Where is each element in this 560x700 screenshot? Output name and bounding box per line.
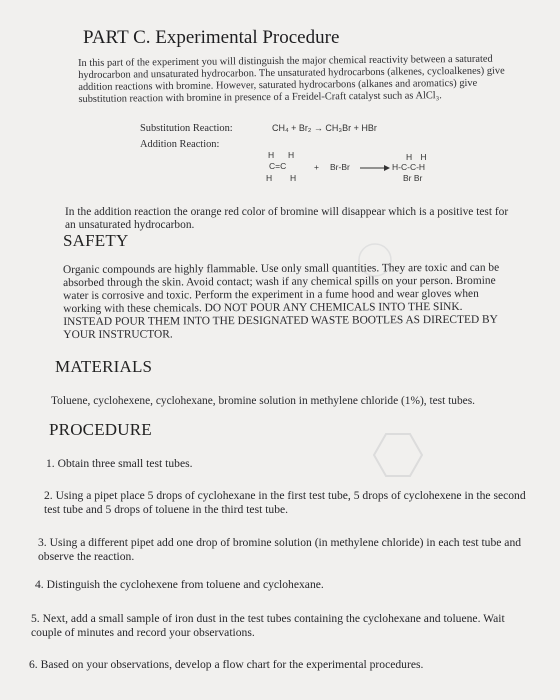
substitution-label: Substitution Reaction: [140, 123, 233, 134]
addition-label: Addition Reaction: [140, 139, 220, 150]
materials-text: Toluene, cyclohexene, cyclohexane, bromine solution in methylene chloride (1%), test tubes. [51, 395, 476, 407]
substitution-equation: CH₄ + Br₂ → CH₃Br + HBr [272, 123, 377, 133]
page-title: PART C. Experimental Procedure [83, 27, 340, 48]
alkene-h-top-left: H [268, 150, 275, 160]
procedure-step-6: 6. Based on your observations, develop a flow chart for the experimental procedures. [29, 658, 424, 671]
addition-note: In the addition reaction the orange red color of bromine will disappear which is a positive test for an unsaturated hydrocarbon. [65, 206, 509, 231]
intro-paragraph: In this part of the experiment you will distinguish the major chemical reactivity between a saturated hydrocarbon and unsaturated hydrocarbon. The unsaturated hydrocarbons (alkenes, cycloalkenes) give addition reactions with bromine. However, saturated hydrocarbons (alkanes and aromatics) give substitution reaction with bromine in presence of a Freidel-Craft catalyst such as AlCl₃. [78, 53, 505, 105]
procedure-step-2: 2. Using a pipet place 5 drops of cyclohexane in the first test tube, 5 drops of cyclohexene in the second test tube and 5 drops of toluene in the third test tube. [44, 489, 526, 516]
safety-text: Organic compounds are highly flammable. Use only small quantities. They are toxic and can be absorbed through the skin. Avoid contact; wash if any chemical spills on your person. Bromine water is corrosive and toxic. Perform the experiment in a fume hood and wear gloves when working with these chemicals. DO NOT POUR ANY CHEMICALS INTO THE SINK. INSTEAD POUR THEM INTO THE DESIGNATED WASTE BOOTLES AS DIRECTED BY YOUR INSTRUCTOR. [63, 261, 500, 341]
safety-heading: SAFETY [63, 231, 129, 250]
alkene-double-bond: C=C [269, 161, 287, 171]
substitution-reaction [140, 118, 440, 136]
product-chain: H-C-C-H [392, 162, 426, 172]
procedure-step-1: 1. Obtain three small test tubes. [46, 457, 193, 470]
materials-heading: MATERIALS [55, 357, 153, 376]
procedure-step-5: 5. Next, add a small sample of iron dust in the test tubes containing the cyclohexane and toluene. Wait couple of minutes and record your observations. [31, 612, 505, 639]
alkene-h-bottom-left: H [266, 173, 273, 183]
plus-sign: + [314, 162, 319, 172]
bleed-through-hexagon [372, 432, 424, 478]
procedure-step-4: 4. Distinguish the cyclohexene from toluene and cyclohexane. [35, 578, 324, 591]
product-br-bottom: Br Br [403, 173, 423, 183]
product-h-top: H H [406, 152, 430, 162]
procedure-step-3: 3. Using a different pipet add one drop of bromine solution (in methylene chloride) in each test tube and observe the reaction. [38, 536, 522, 563]
bleed-through-text [160, 236, 280, 246]
alkene-h-bottom-right: H [290, 173, 297, 183]
bromine-molecule: Br-Br [330, 162, 350, 172]
reaction-arrow-icon [360, 164, 390, 172]
procedure-heading: PROCEDURE [49, 420, 152, 439]
alkene-h-top-right: H [288, 150, 295, 160]
addition-reaction-diagram [262, 150, 462, 194]
